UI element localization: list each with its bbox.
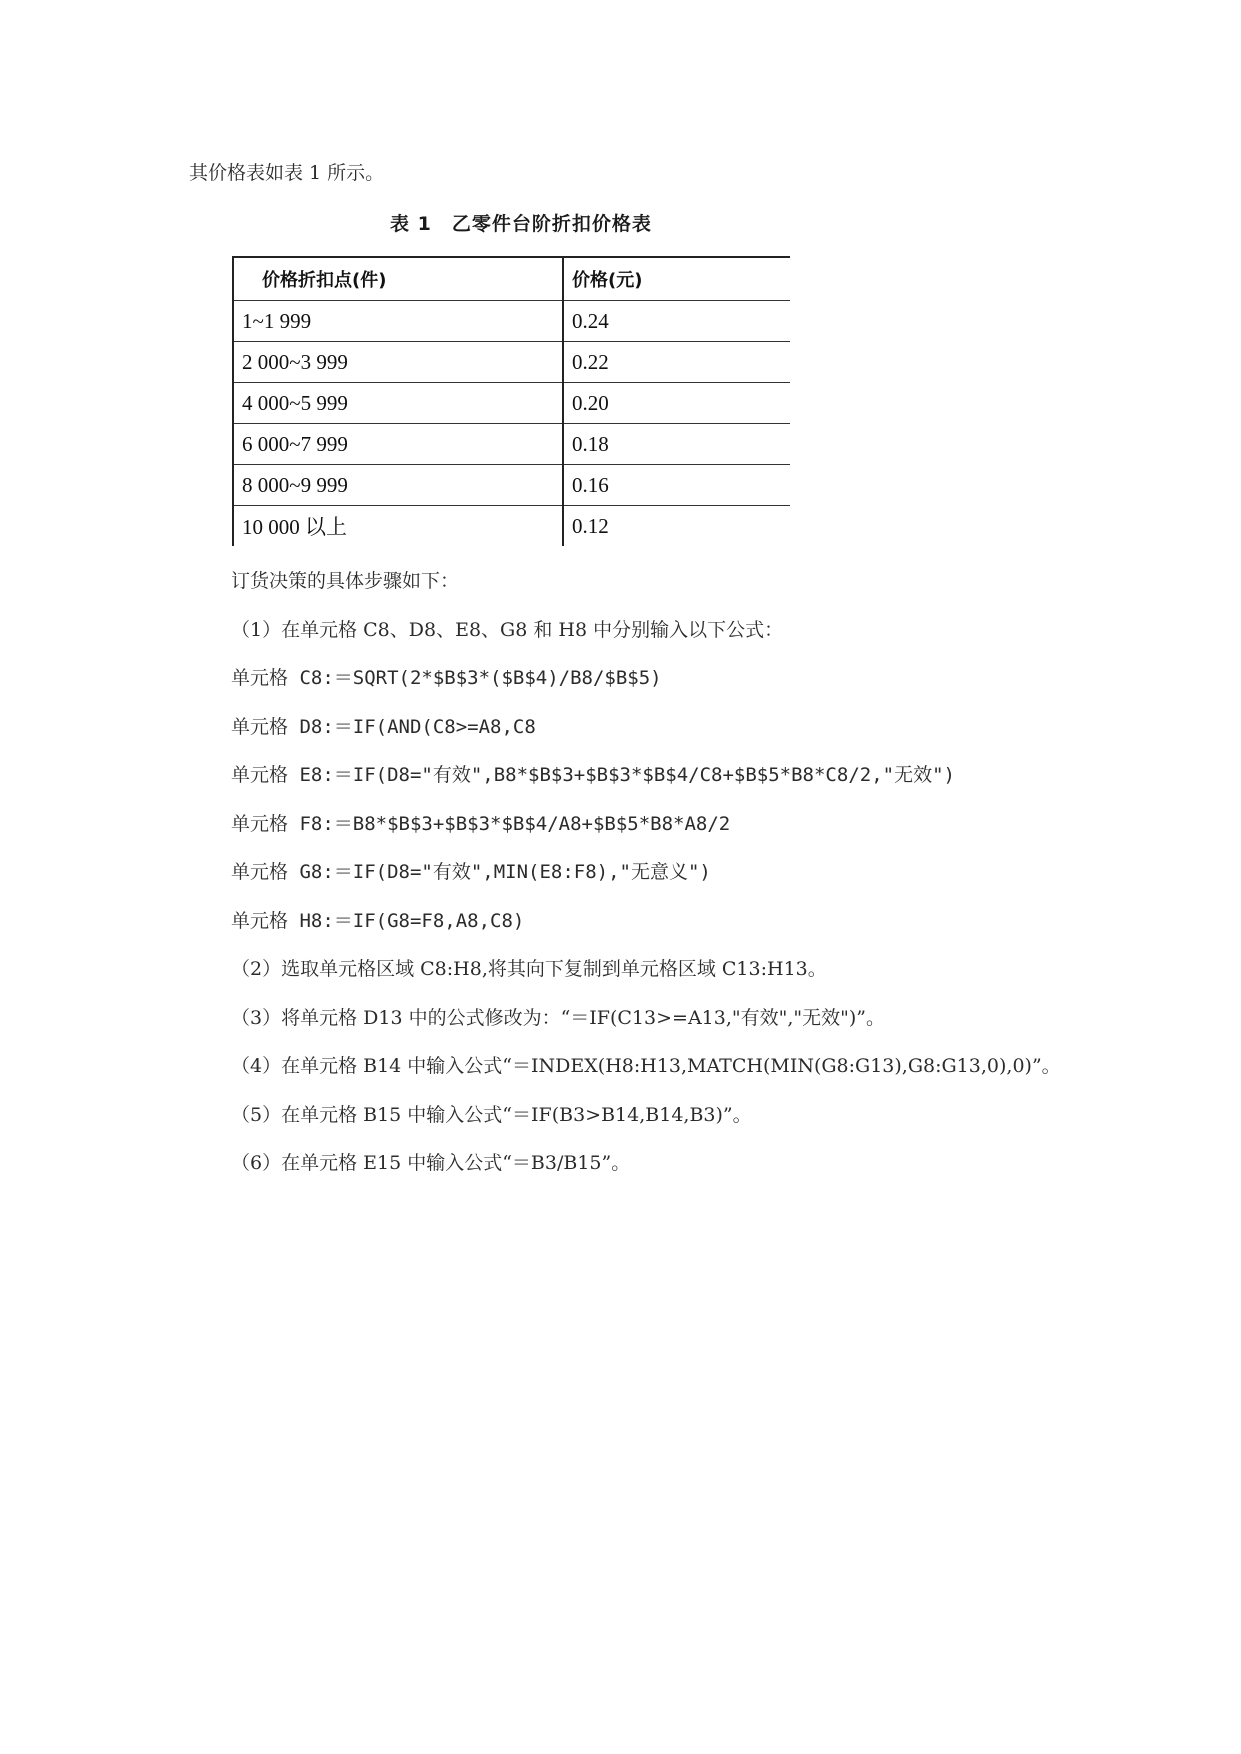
table-row <box>233 342 790 383</box>
formula-f8: 单元格 F8:＝B8*$B$3+$B$3*$B$4/A8+$B$5*B8*A8/2 <box>231 812 731 835</box>
step-6: （6）在单元格 E15 中输入公式“＝B3/B15”。 <box>231 1152 631 1174</box>
cell-price: 0.18 <box>563 424 790 465</box>
intro-paragraph: 其价格表如表 1 所示。 <box>189 162 385 184</box>
table-header-row <box>233 257 790 301</box>
price-discount-table <box>232 256 790 546</box>
cell-price: 0.16 <box>563 465 790 506</box>
table-row <box>233 424 790 465</box>
table-row <box>233 506 790 547</box>
header-price: 价格(元) <box>563 257 790 301</box>
step-5: （5）在单元格 B15 中输入公式“＝IF(B3>B14,B14,B3)”。 <box>231 1103 752 1126</box>
steps-heading: 订货决策的具体步骤如下： <box>231 570 460 592</box>
cell-quantity-range: 1~1 999 <box>233 301 563 342</box>
cell-quantity-range: 8 000~9 999 <box>233 465 563 506</box>
cell-price: 0.20 <box>563 383 790 424</box>
cell-price: 0.24 <box>563 301 790 342</box>
formula-e8: 单元格 E8:＝IF(D8="有效",B8*$B$3+$B$3*$B$4/C8+$B$5*B8*C8/2,"无效") <box>231 764 955 786</box>
table-caption: 表 1 乙零件台阶折扣价格表 <box>390 213 652 235</box>
cell-quantity-range: 4 000~5 999 <box>233 383 563 424</box>
cell-quantity-range: 6 000~7 999 <box>233 424 563 465</box>
cell-price: 0.12 <box>563 506 790 547</box>
step-4: （4）在单元格 B14 中输入公式“＝INDEX(H8:H13,MATCH(MIN(G8:G13),G8:G13,0),0)”。 <box>231 1055 1061 1077</box>
formula-c8: 单元格 C8:＝SQRT(2*$B$3*($B$4)/B8/$B$5) <box>231 667 662 689</box>
cell-quantity-range: 10 000 以上 <box>233 506 563 547</box>
formula-d8: 单元格 D8:＝IF(AND(C8>=A8,C8 <box>231 715 536 738</box>
formula-h8: 单元格 H8:＝IF(G8=F8,A8,C8) <box>231 909 525 932</box>
step-1: （1）在单元格 C8、D8、E8、G8 和 H8 中分别输入以下公式： <box>231 618 784 641</box>
cell-price: 0.22 <box>563 342 790 383</box>
step-2: （2）选取单元格区域 C8:H8,将其向下复制到单元格区域 C13:H13。 <box>231 958 827 980</box>
table-row <box>233 301 790 342</box>
table-row <box>233 383 790 424</box>
step-3: （3）将单元格 D13 中的公式修改为：“＝IF(C13>=A13,"有效","无效")”。 <box>231 1006 886 1029</box>
header-discount-point: 价格折扣点(件) <box>233 257 563 301</box>
table-row <box>233 465 790 506</box>
ordering-steps <box>231 566 1061 1197</box>
formula-g8: 单元格 G8:＝IF(D8="有效",MIN(E8:F8),"无意义") <box>231 861 711 883</box>
cell-quantity-range: 2 000~3 999 <box>233 342 563 383</box>
